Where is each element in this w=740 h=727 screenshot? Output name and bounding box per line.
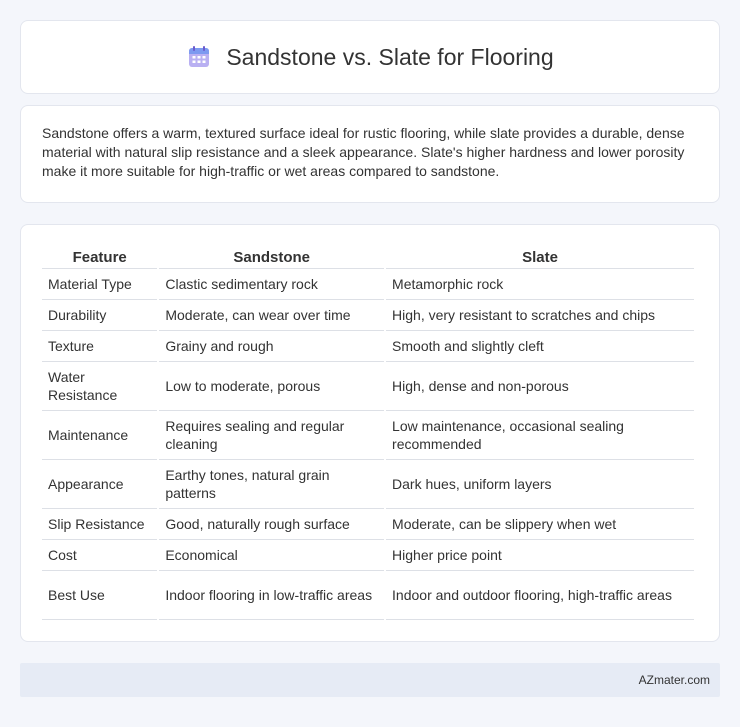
table-row — [42, 362, 694, 411]
page-title: Sandstone vs. Slate for Flooring — [226, 43, 554, 70]
table-row — [42, 571, 694, 620]
sandstone-cell: Good, naturally rough surface — [159, 509, 384, 540]
feature-cell: Texture — [42, 331, 157, 362]
summary-card — [20, 105, 720, 203]
header-sandstone: Sandstone — [159, 247, 384, 269]
feature-cell: Cost — [42, 540, 157, 571]
table-row — [42, 540, 694, 571]
table-header-row — [42, 247, 694, 269]
slate-cell: Moderate, can be slippery when wet — [386, 509, 694, 540]
sandstone-cell: Moderate, can wear over time — [159, 300, 384, 331]
calendar-grid-icon — [186, 44, 212, 70]
sandstone-cell: Low to moderate, porous — [159, 362, 384, 411]
summary-text: Sandstone offers a warm, textured surface ideal for rustic flooring, while slate provides a durable, dense material with natural slip resistance and a sleek appearance. Slate's higher hardness and lower porosity make it more suitable for high-traffic or wet areas compared to sandstone. — [42, 125, 685, 179]
comparison-table — [40, 247, 696, 620]
table-row — [42, 411, 694, 460]
feature-cell: Best Use — [42, 571, 157, 620]
sandstone-cell: Clastic sedimentary rock — [159, 269, 384, 300]
slate-cell: Metamorphic rock — [386, 269, 694, 300]
title-card — [20, 20, 720, 94]
table-row — [42, 300, 694, 331]
header-slate: Slate — [386, 247, 694, 269]
feature-cell: Slip Resistance — [42, 509, 157, 540]
slate-cell: High, very resistant to scratches and chips — [386, 300, 694, 331]
feature-cell: Maintenance — [42, 411, 157, 460]
table-row — [42, 460, 694, 509]
sandstone-cell: Economical — [159, 540, 384, 571]
feature-cell: Durability — [42, 300, 157, 331]
slate-cell: High, dense and non-porous — [386, 362, 694, 411]
table-row — [42, 509, 694, 540]
feature-cell: Appearance — [42, 460, 157, 509]
slate-cell: Smooth and slightly cleft — [386, 331, 694, 362]
sandstone-cell: Requires sealing and regular cleaning — [159, 411, 384, 460]
comparison-card — [20, 224, 720, 642]
table-row — [42, 331, 694, 362]
footer-bar — [20, 663, 720, 697]
feature-cell: Water Resistance — [42, 362, 157, 411]
header-feature: Feature — [42, 247, 157, 269]
slate-cell: Dark hues, uniform layers — [386, 460, 694, 509]
slate-cell: Higher price point — [386, 540, 694, 571]
sandstone-cell: Grainy and rough — [159, 331, 384, 362]
table-row — [42, 269, 694, 300]
sandstone-cell: Indoor flooring in low-traffic areas — [159, 571, 384, 620]
sandstone-cell: Earthy tones, natural grain patterns — [159, 460, 384, 509]
footer-brand[interactable]: AZmater.com — [638, 673, 710, 687]
slate-cell: Low maintenance, occasional sealing recommended — [386, 411, 694, 460]
slate-cell: Indoor and outdoor flooring, high-traffic areas — [386, 571, 694, 620]
feature-cell: Material Type — [42, 269, 157, 300]
